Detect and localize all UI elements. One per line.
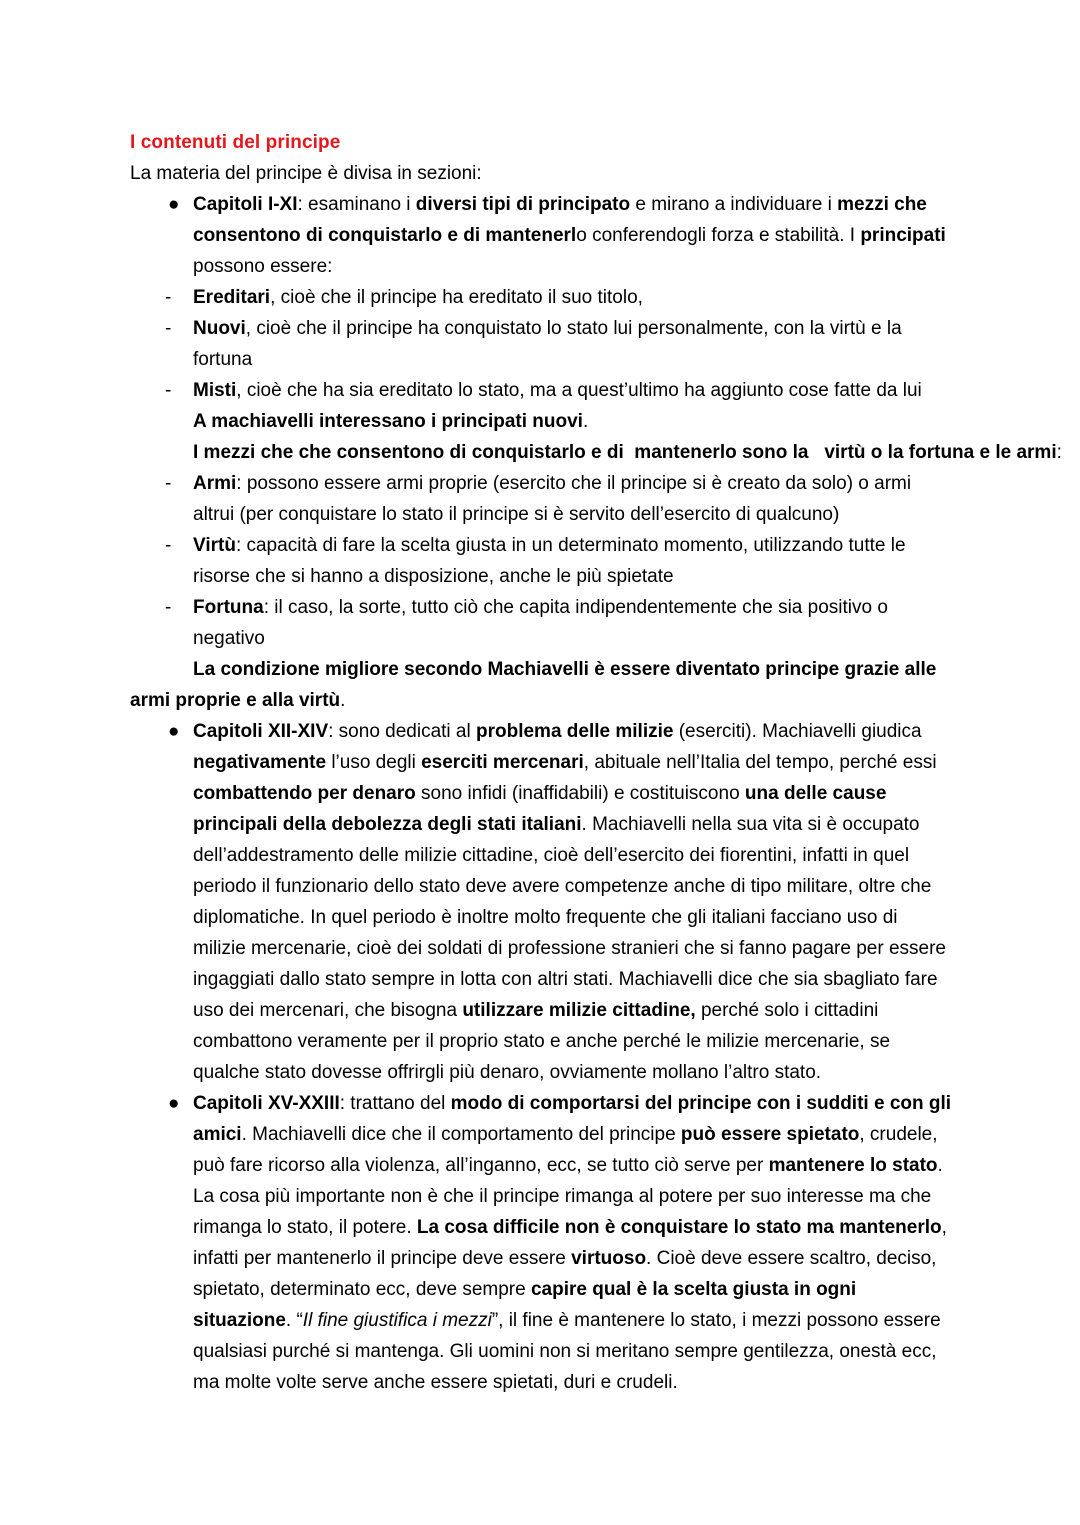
italic-quote: Il fine giustifica i mezzi	[302, 1310, 492, 1331]
text-seg: , cioè che il principe ha ereditato il suo titolo,	[270, 287, 643, 308]
bold-lead: Misti	[193, 380, 237, 401]
bold-seg: problema delle milizie	[476, 721, 674, 742]
bold-seg: mezzi che consentono di conquistarlo e di mantenerl	[193, 194, 927, 246]
bullet-icon: ●	[168, 194, 180, 215]
list-item-text	[193, 716, 955, 1088]
text-seg: , cioè che ha sia ereditato lo stato, ma a quest’ultimo ha aggiunto cose fatte da lui	[236, 380, 922, 401]
text-seg: . Machiavelli nella sua vita si è occupato dell’addestramento delle milizie cittadine, cioè dell’esercito dei fiorentini, infatti in quel periodo il funzionario dello stato deve avere competenze anche di tipo militare, oltre che diplomatiche. In quel periodo è inoltre molto frequente che gli italiani facciano uso di milizie mercenarie, cioè dei soldati di professione stranieri che si fanno pagare per essere ingaggiati dallo stato sempre in lotta con altri stati. Machiavelli dice che sia sbagliato fare uso dei mercenari, che bisogna	[193, 814, 946, 1021]
bold-lead: Fortuna	[193, 597, 264, 618]
bold-seg: A machiavelli interessano i principati nuovi	[193, 411, 583, 432]
dash-icon: -	[165, 535, 172, 556]
list-item-text	[193, 592, 955, 654]
bold-seg: La condizione migliore secondo Machiavelli è essere diventato principe grazie alle armi proprie e alla virtù	[130, 659, 937, 711]
text-seg: .	[340, 690, 346, 711]
text-seg: . Cioè deve essere scaltro, deciso, spietato, determinato ecc, deve sempre	[193, 1248, 937, 1300]
text-seg: , cioè che il principe ha conquistato lo stato lui personalmente, con la virtù e la fortuna	[193, 318, 902, 370]
dash-icon: -	[165, 318, 172, 339]
text-seg: . Machiavelli dice che il comportamento del principe	[241, 1124, 681, 1145]
bold-lead: Capitoli I-XI	[193, 194, 298, 215]
list-item-fortuna	[130, 592, 955, 654]
bullet-icon: ●	[168, 721, 180, 742]
list-item-text	[193, 189, 955, 282]
page-title: I contenuti del principe	[130, 132, 341, 153]
bold-lead: Armi	[193, 473, 237, 494]
list-item-ereditari	[130, 282, 955, 313]
bold-lead: Capitoli XV-XXIII	[193, 1093, 340, 1114]
text-seg: . La cosa più importante non è che il principe rimanga al potere per suo interesse ma che rimanga lo stato, il potere.	[193, 1155, 943, 1238]
text-seg: , infatti per mantenerlo il principe deve essere	[193, 1217, 947, 1269]
bold-seg: capire qual è la scelta giusta in ogni situazione	[193, 1279, 857, 1331]
bold-seg: può essere spietato	[680, 1124, 860, 1145]
text-seg: .	[582, 411, 589, 432]
text-seg: l’uso degli	[326, 752, 422, 773]
text-seg: : trattano del	[339, 1093, 451, 1114]
text-seg: sono infidi (inaffidabili) e costituiscono	[415, 783, 745, 804]
text-seg: , crudele, può fare ricorso alla violenza, all’inganno, ecc, se tutto ciò serve per	[193, 1124, 938, 1176]
bold-lead: Virtù	[193, 535, 236, 556]
text-seg: : sono dedicati al	[328, 721, 476, 742]
dash-icon: -	[165, 287, 172, 308]
text-seg: ”, il fine è mantenere lo stato, i mezzi possono essere qualsiasi purché si mantenga. Gli uomini non si meritano sempre gentilezza, onestà ecc, ma molte volte serve anche essere spietati, duri e crudeli.	[193, 1310, 941, 1393]
list-item-capitoli-xii-xiv	[130, 716, 955, 1088]
bold-lead: Nuovi	[193, 318, 246, 339]
text-seg: :	[1056, 442, 1062, 463]
bold-seg: eserciti mercenari	[421, 752, 584, 773]
text-seg: perché solo i cittadini combattono veramente per il proprio stato e anche perché le milizie mercenarie, se qualche stato dovesse offrirgli più denaro, ovviamente mollano l’altro stato.	[193, 1000, 891, 1083]
bold-seg: utilizzare milizie cittadine,	[462, 1000, 696, 1021]
bold-lead: Capitoli XII-XIV	[193, 721, 329, 742]
intro-paragraph: La materia del principe è divisa in sezioni:	[130, 163, 482, 184]
content-list	[130, 189, 1062, 1398]
list-item-misti	[130, 375, 955, 406]
bold-seg: combattendo per denaro	[193, 783, 416, 804]
list-item-text	[193, 375, 955, 406]
list-item-virtu	[130, 530, 955, 592]
list-item-text	[193, 1088, 955, 1398]
bold-seg: diversi tipi di principato	[415, 194, 631, 215]
bold-seg: La cosa difficile non è conquistare lo stato ma mantenerlo	[416, 1217, 942, 1238]
note-condizione-migliore	[130, 654, 955, 716]
bold-lead: Ereditari	[193, 287, 271, 308]
text-seg: e mirano a individuare i	[630, 194, 838, 215]
list-item-nuovi	[130, 313, 955, 375]
dash-icon: -	[165, 380, 172, 401]
list-item-capitoli-xv-xxiii	[130, 1088, 955, 1398]
bold-seg: virtuoso	[571, 1248, 647, 1269]
text-seg: : il caso, la sorte, tutto ciò che capita indipendentemente che sia positivo o negativo	[193, 597, 888, 649]
bullet-icon: ●	[168, 1093, 180, 1114]
text-seg: (eserciti). Machiavelli giudica	[673, 721, 922, 742]
text-seg: . “	[285, 1310, 303, 1331]
note-principati-nuovi	[130, 406, 955, 437]
text-seg: possono essere:	[193, 256, 333, 277]
text-seg: : possono essere armi proprie (esercito che il principe si è creato da solo) o armi altrui (per conquistare lo stato il principe si è servito dell’esercito di qualcuno)	[193, 473, 912, 525]
bold-seg: negativamente	[193, 752, 327, 773]
text-seg: o conferendogli forza e stabilità. I	[576, 225, 861, 246]
list-item-capitoli-1-xi	[130, 189, 955, 282]
bold-seg: mantenere lo stato	[768, 1155, 938, 1176]
text-seg: : esaminano i	[297, 194, 416, 215]
dash-icon: -	[165, 597, 172, 618]
list-item-text	[193, 468, 955, 530]
list-item-armi	[130, 468, 955, 530]
list-item-text	[193, 313, 955, 375]
list-item-text	[193, 530, 955, 592]
dash-icon: -	[165, 473, 172, 494]
bold-seg: I mezzi che che consentono di conquistarlo e di mantenerlo sono la virtù o la fortuna e le armi	[193, 442, 1057, 463]
bold-seg: principati	[860, 225, 946, 246]
text-seg: , abituale nell’Italia del tempo, perché essi	[583, 752, 937, 773]
bold-seg: una delle cause principali della debolezza degli stati italiani	[193, 783, 887, 835]
bold-seg: modo di comportarsi del principe con i sudditi e con gli amici	[193, 1093, 952, 1145]
text-seg: : capacità di fare la scelta giusta in un determinato momento, utilizzando tutte le risorse che si hanno a disposizione, anche le più spietate	[193, 535, 906, 587]
list-item-text	[193, 282, 955, 313]
note-mezzi	[130, 437, 1062, 468]
